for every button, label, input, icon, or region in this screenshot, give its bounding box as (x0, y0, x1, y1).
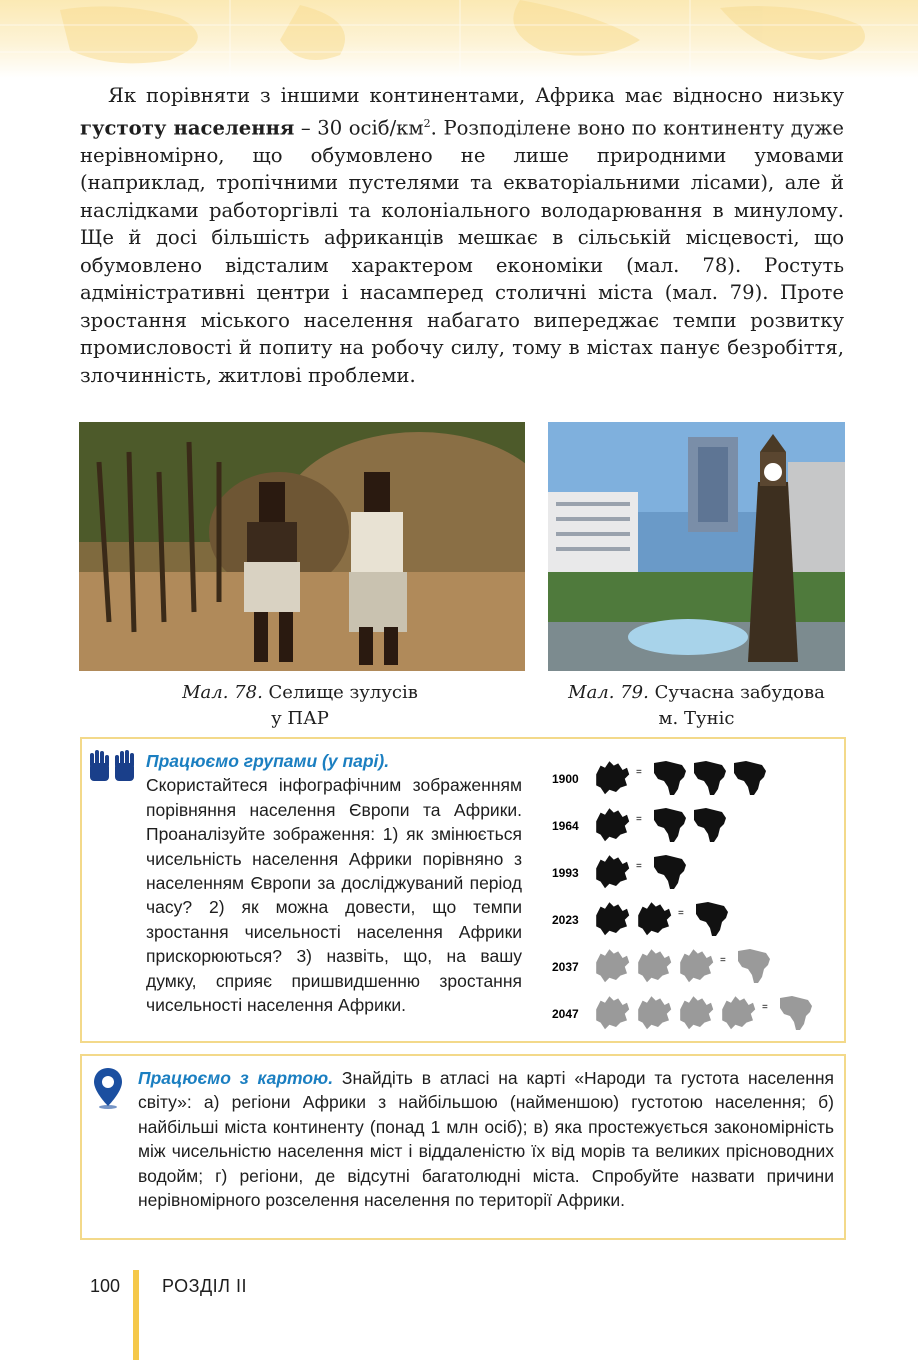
caption-text: у ПАР (271, 708, 329, 729)
group-task-text (146, 749, 522, 1017)
europe-shape (638, 902, 671, 935)
year-label: 1993 (552, 866, 579, 880)
superscript: 2 (423, 116, 431, 130)
year-label: 1964 (552, 819, 579, 833)
africa-shape (694, 808, 726, 842)
year-label: 2023 (552, 913, 579, 927)
caption-fig78 (140, 680, 460, 732)
text-run: Як порівняти з іншими континентами, Африка має відносно низьку (108, 84, 844, 107)
footer-divider (133, 1270, 139, 1360)
equals-sign: = (678, 908, 684, 919)
map-pin-icon (92, 1066, 124, 1110)
map-task-text (138, 1066, 834, 1212)
text-run: . Розподілене воно по континенту дуже нерівномірно, що обумовлено не лише природними умовами (наприклад, тропічними пустелями та екваторіальними лісами), але й наслідками работоргівлі та колоніального володарювання в минулому. Ще й досі більшість африканців мешкає в сільській місцевості, що обумовлено відсталим характером економіки (мал. 78). Ростуть адміністративні центри і насамперед столичні міста (мал. 79). Проте зростання міського населення набагато випереджає темпи розвитку промисловості й попиту на робочу силу, тому в містах панує безробіття, злочинність, житлові проблеми. (80, 116, 844, 387)
year-label: 2047 (552, 1007, 579, 1021)
page-number: 100 (90, 1276, 121, 1296)
section-label: РОЗДІЛ II (162, 1276, 247, 1296)
europe-shape (596, 949, 629, 982)
europe-shape (596, 855, 629, 888)
hands-icon (88, 749, 136, 785)
map-task-box (80, 1054, 846, 1240)
equals-sign: = (720, 955, 726, 966)
caption-text: Селище зулусів (262, 682, 418, 703)
africa-shape (654, 761, 686, 795)
europe-shape (596, 808, 629, 841)
figure-label: Мал. 78. (182, 682, 263, 703)
africa-shape (694, 761, 726, 795)
europe-shape (638, 949, 671, 982)
decorative-banner (0, 0, 918, 78)
map-task-body: Знайдіть в атласі на карті «Народи та густота населення світу»: а) регіони Африки з найбільшою (найменшою) густотою населення; б) найбільші міста континенту (понад 1 млн осіб); в) яка простежується закономірність між чисельністю населення міст і віддаленістю їх від морів та великих прісноводних водойм; г) регіони, де відсутні багатолюдні міста. Спробуйте назвати причини нерівномірного розселення населення по території Африки. (138, 1068, 835, 1211)
bold-term: густоту населення (80, 116, 295, 140)
photo-zulu-village (79, 422, 525, 671)
africa-shape (738, 949, 770, 983)
figure-label: Мал. 79. (568, 682, 649, 703)
africa-shape (696, 902, 728, 936)
equals-sign: = (636, 814, 642, 825)
world-map-pattern (0, 0, 918, 78)
caption-text: Сучасна забудова (648, 682, 825, 703)
europe-shape (638, 996, 671, 1029)
photo-tunis-city (548, 422, 845, 671)
equals-sign: = (636, 861, 642, 872)
text-run: – 30 осіб/км (294, 116, 424, 140)
europe-shape (596, 902, 629, 935)
europe-shape (722, 996, 755, 1029)
year-label: 2037 (552, 960, 579, 974)
main-paragraph (80, 82, 844, 389)
group-task-body: Скористайтеся інфографічним зображенням порівняння населення Європи та Африки. Проаналізуйте зображення: 1) як змінюється чисельність населення Африки порівняно з населенням Європи за досліджуваний період часу? 2) як можна довести, що темпи зростання чисельності населення Африки прискорюються? 3) назвіть, що, на вашу думку, сприяє пришвидшенню зростання чисельності населення Африки. (146, 775, 522, 1016)
caption-fig79 (548, 680, 845, 732)
africa-shape (734, 761, 766, 795)
map-task-title: Працюємо з картою. (138, 1068, 334, 1088)
africa-shape (654, 808, 686, 842)
group-task-box (80, 737, 846, 1043)
europe-shape (596, 761, 629, 794)
equals-sign: = (636, 767, 642, 778)
africa-shape (780, 996, 812, 1030)
caption-text: м. Туніс (658, 708, 735, 729)
europe-shape (596, 996, 629, 1029)
europe-shape (680, 949, 713, 982)
population-infographic (552, 759, 842, 1039)
africa-shape (654, 855, 686, 889)
equals-sign: = (762, 1002, 768, 1013)
europe-shape (680, 996, 713, 1029)
group-task-title: Працюємо групами (у парі). (146, 751, 390, 771)
year-label: 1900 (552, 772, 579, 786)
